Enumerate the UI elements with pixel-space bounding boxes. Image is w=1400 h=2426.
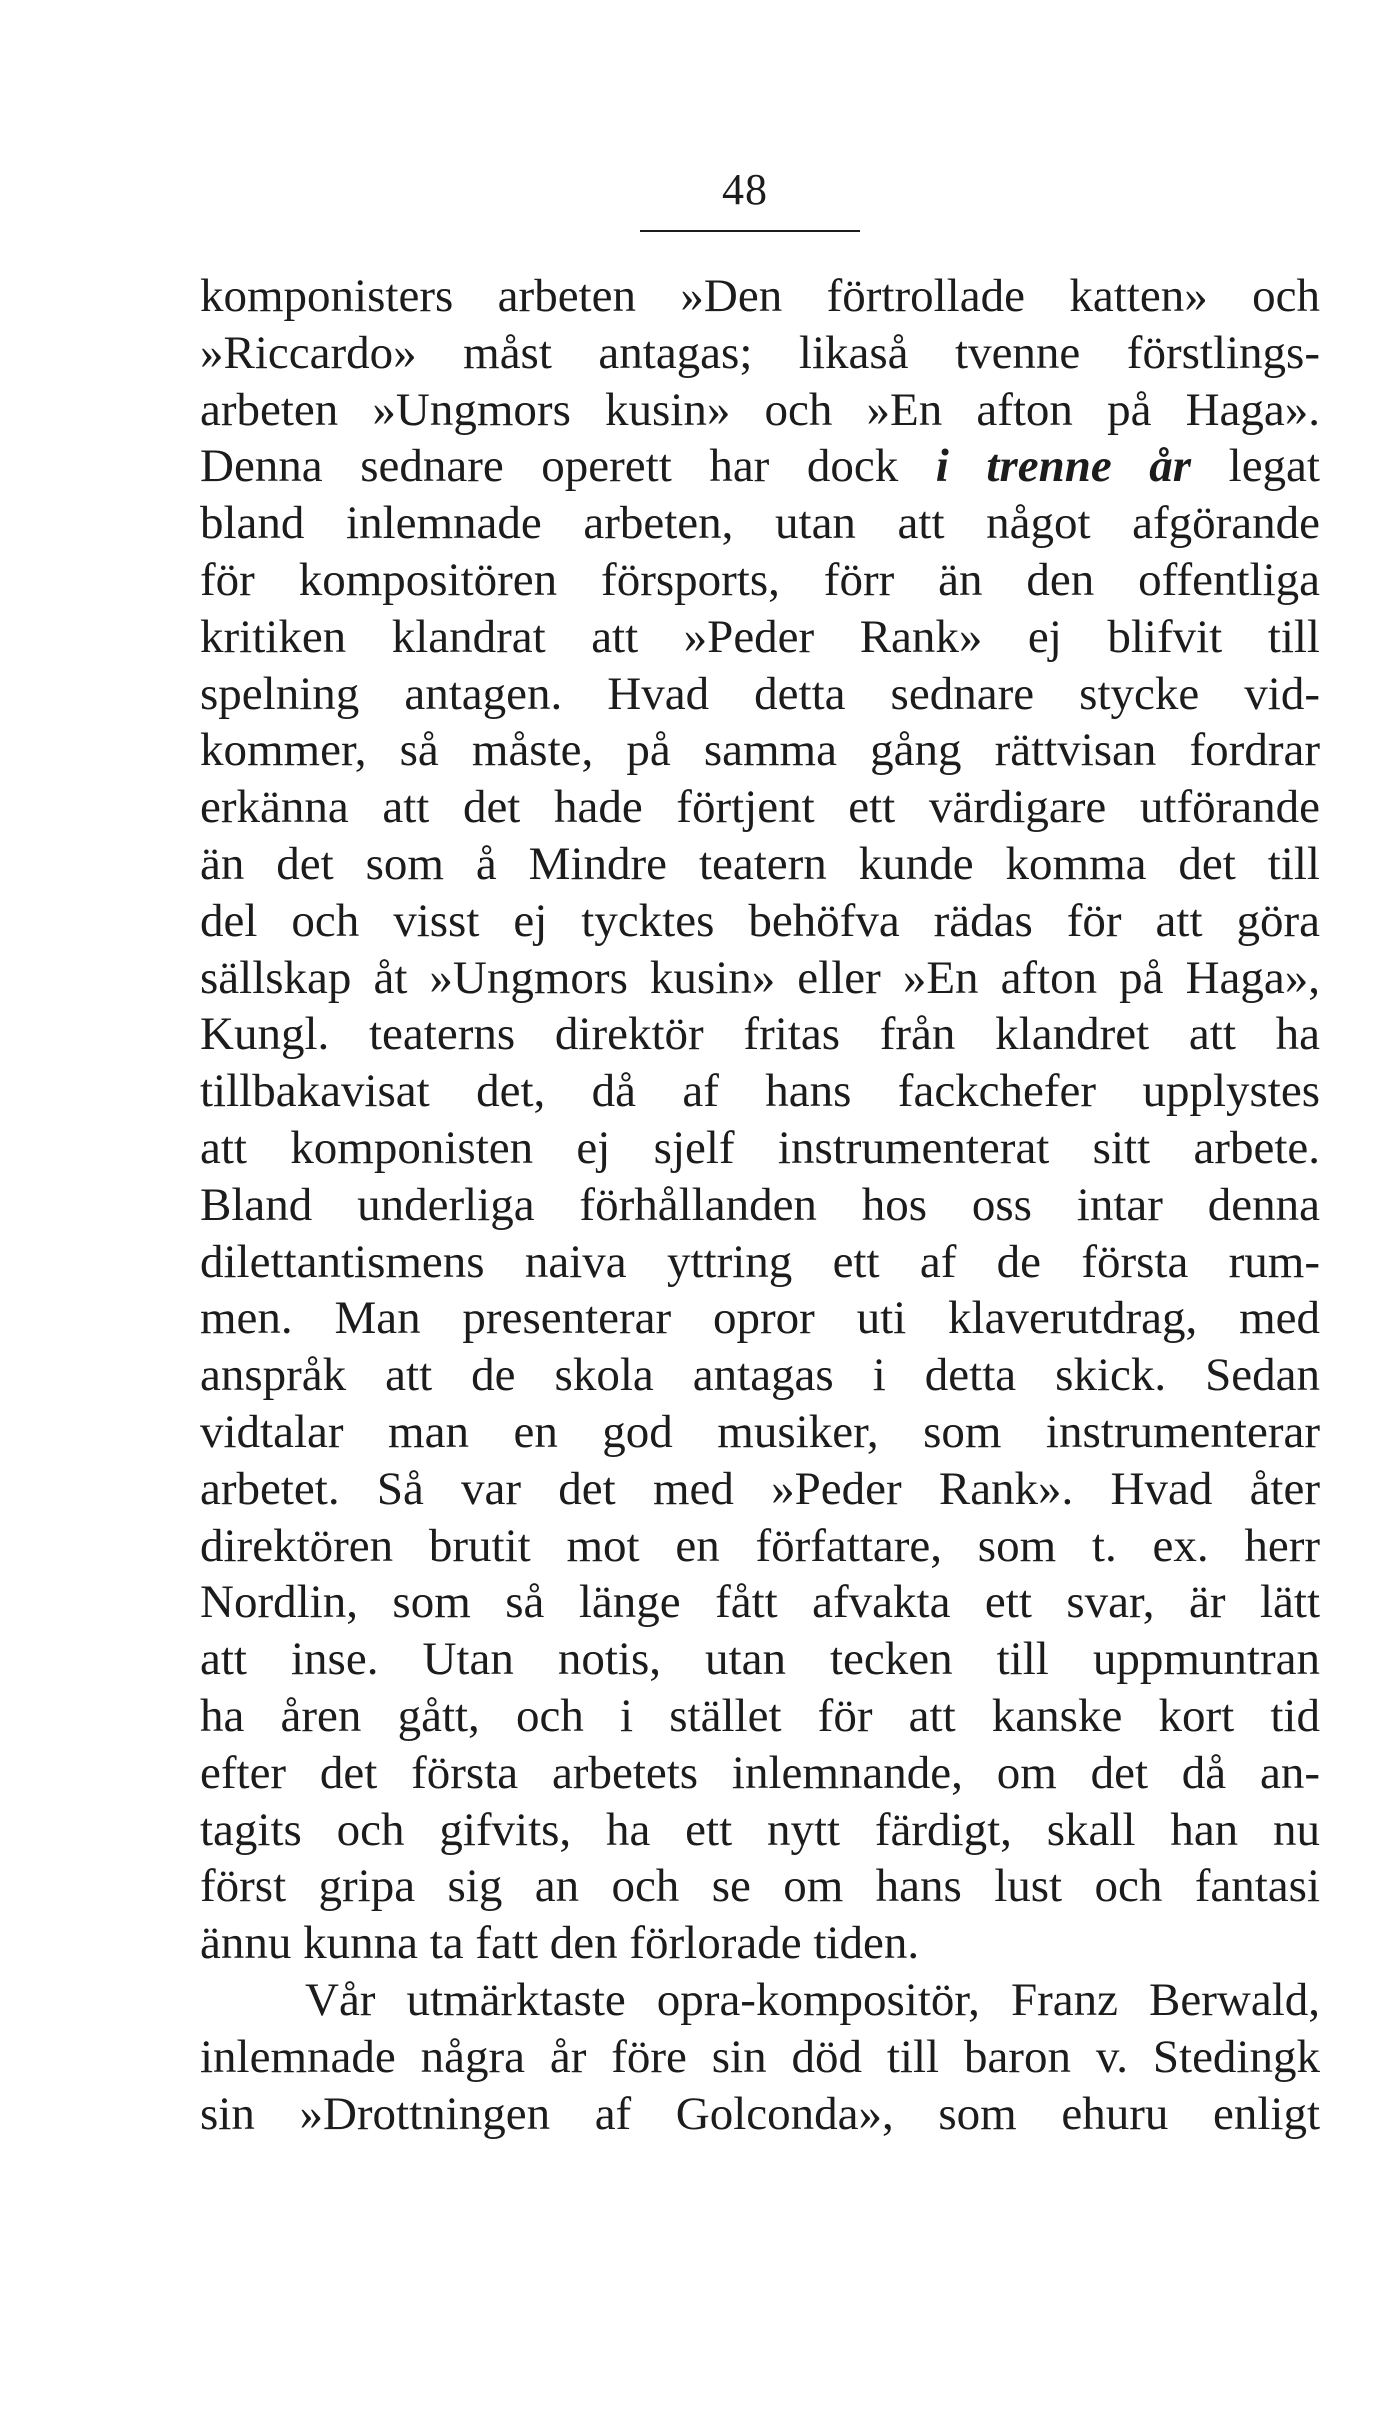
text-line: tillbakavisat det, då af hans fackchefer upplystes <box>200 1065 1320 1118</box>
header-rule <box>640 230 860 232</box>
text-line: Kungl. teaterns direktör fritas från klandret att ha <box>200 1008 1320 1061</box>
text-line: vidtalar man en god musiker, som instrumenterar <box>200 1405 1320 1458</box>
text-line: kritiken klandrat att »Peder Rank» ej blifvit till <box>200 610 1320 663</box>
text-line: Vår utmärktaste opra-kompositör, Franz Berwald, <box>305 1973 1320 2026</box>
text-line: »Riccardo» måst antagas; likaså tvenne förstlings- <box>200 326 1320 379</box>
text-line: Bland underliga förhållanden hos oss intar denna <box>200 1178 1320 1231</box>
text-line: dilettantismens naiva yttring ett af de första rum- <box>200 1235 1320 1288</box>
text-line: efter det första arbetets inlemnande, om det då an- <box>200 1746 1320 1799</box>
text-line: inlemnade några år före sin död till baron v. Stedingk <box>200 2030 1320 2083</box>
text-line: tagits och gifvits, ha ett nytt färdigt, skall han nu <box>200 1803 1320 1856</box>
text-line: sin »Drottningen af Golconda», som ehuru enligt <box>200 2087 1320 2140</box>
text-line: Denna sednare operett har dock i trenne år legat <box>200 440 1320 493</box>
body-text <box>200 268 1320 2142</box>
text-line: arbetet. Så var det med »Peder Rank». Hvad åter <box>200 1462 1320 1515</box>
text-line: bland inlemnade arbeten, utan att något afgörande <box>200 497 1320 550</box>
text-line: spelning antagen. Hvad detta sednare stycke vid- <box>200 667 1320 720</box>
text-line: del och visst ej tycktes behöfva rädas för att göra <box>200 894 1320 947</box>
text-line: kommer, så måste, på samma gång rättvisan fordrar <box>200 724 1320 777</box>
emphasized-text: i trenne år <box>935 440 1192 493</box>
text-line: ha åren gått, och i stället för att kanske kort tid <box>200 1689 1320 1742</box>
text-line: att inse. Utan notis, utan tecken till uppmuntran <box>200 1633 1320 1686</box>
text-line: direktören brutit mot en författare, som t. ex. herr <box>200 1519 1320 1572</box>
text-line: än det som å Mindre teatern kunde komma det till <box>200 837 1320 890</box>
page-header <box>620 165 870 215</box>
text-line: först gripa sig an och se om hans lust och fantasi <box>200 1860 1320 1913</box>
text-line: Nordlin, som så länge fått afvakta ett svar, är lätt <box>200 1576 1320 1629</box>
text-line: anspråk att de skola antagas i detta skick. Sedan <box>200 1349 1320 1402</box>
text-line: att komponisten ej sjelf instrumenterat sitt arbete. <box>200 1121 1320 1174</box>
text-line: ännu kunna ta fatt den förlorade tiden. <box>200 1917 920 1970</box>
text-line: arbeten »Ungmors kusin» och »En afton på Haga». <box>200 383 1320 436</box>
page-number: 48 <box>722 165 768 214</box>
text-line: men. Man presenterar opror uti klaverutdrag, med <box>200 1292 1320 1345</box>
text-line: sällskap åt »Ungmors kusin» eller »En afton på Haga», <box>200 951 1320 1004</box>
text-line: för kompositören försports, förr än den offentliga <box>200 553 1320 606</box>
text-line: erkänna att det hade förtjent ett värdigare utförande <box>200 781 1320 834</box>
text-line: komponisters arbeten »Den förtrollade katten» och <box>200 270 1320 322</box>
